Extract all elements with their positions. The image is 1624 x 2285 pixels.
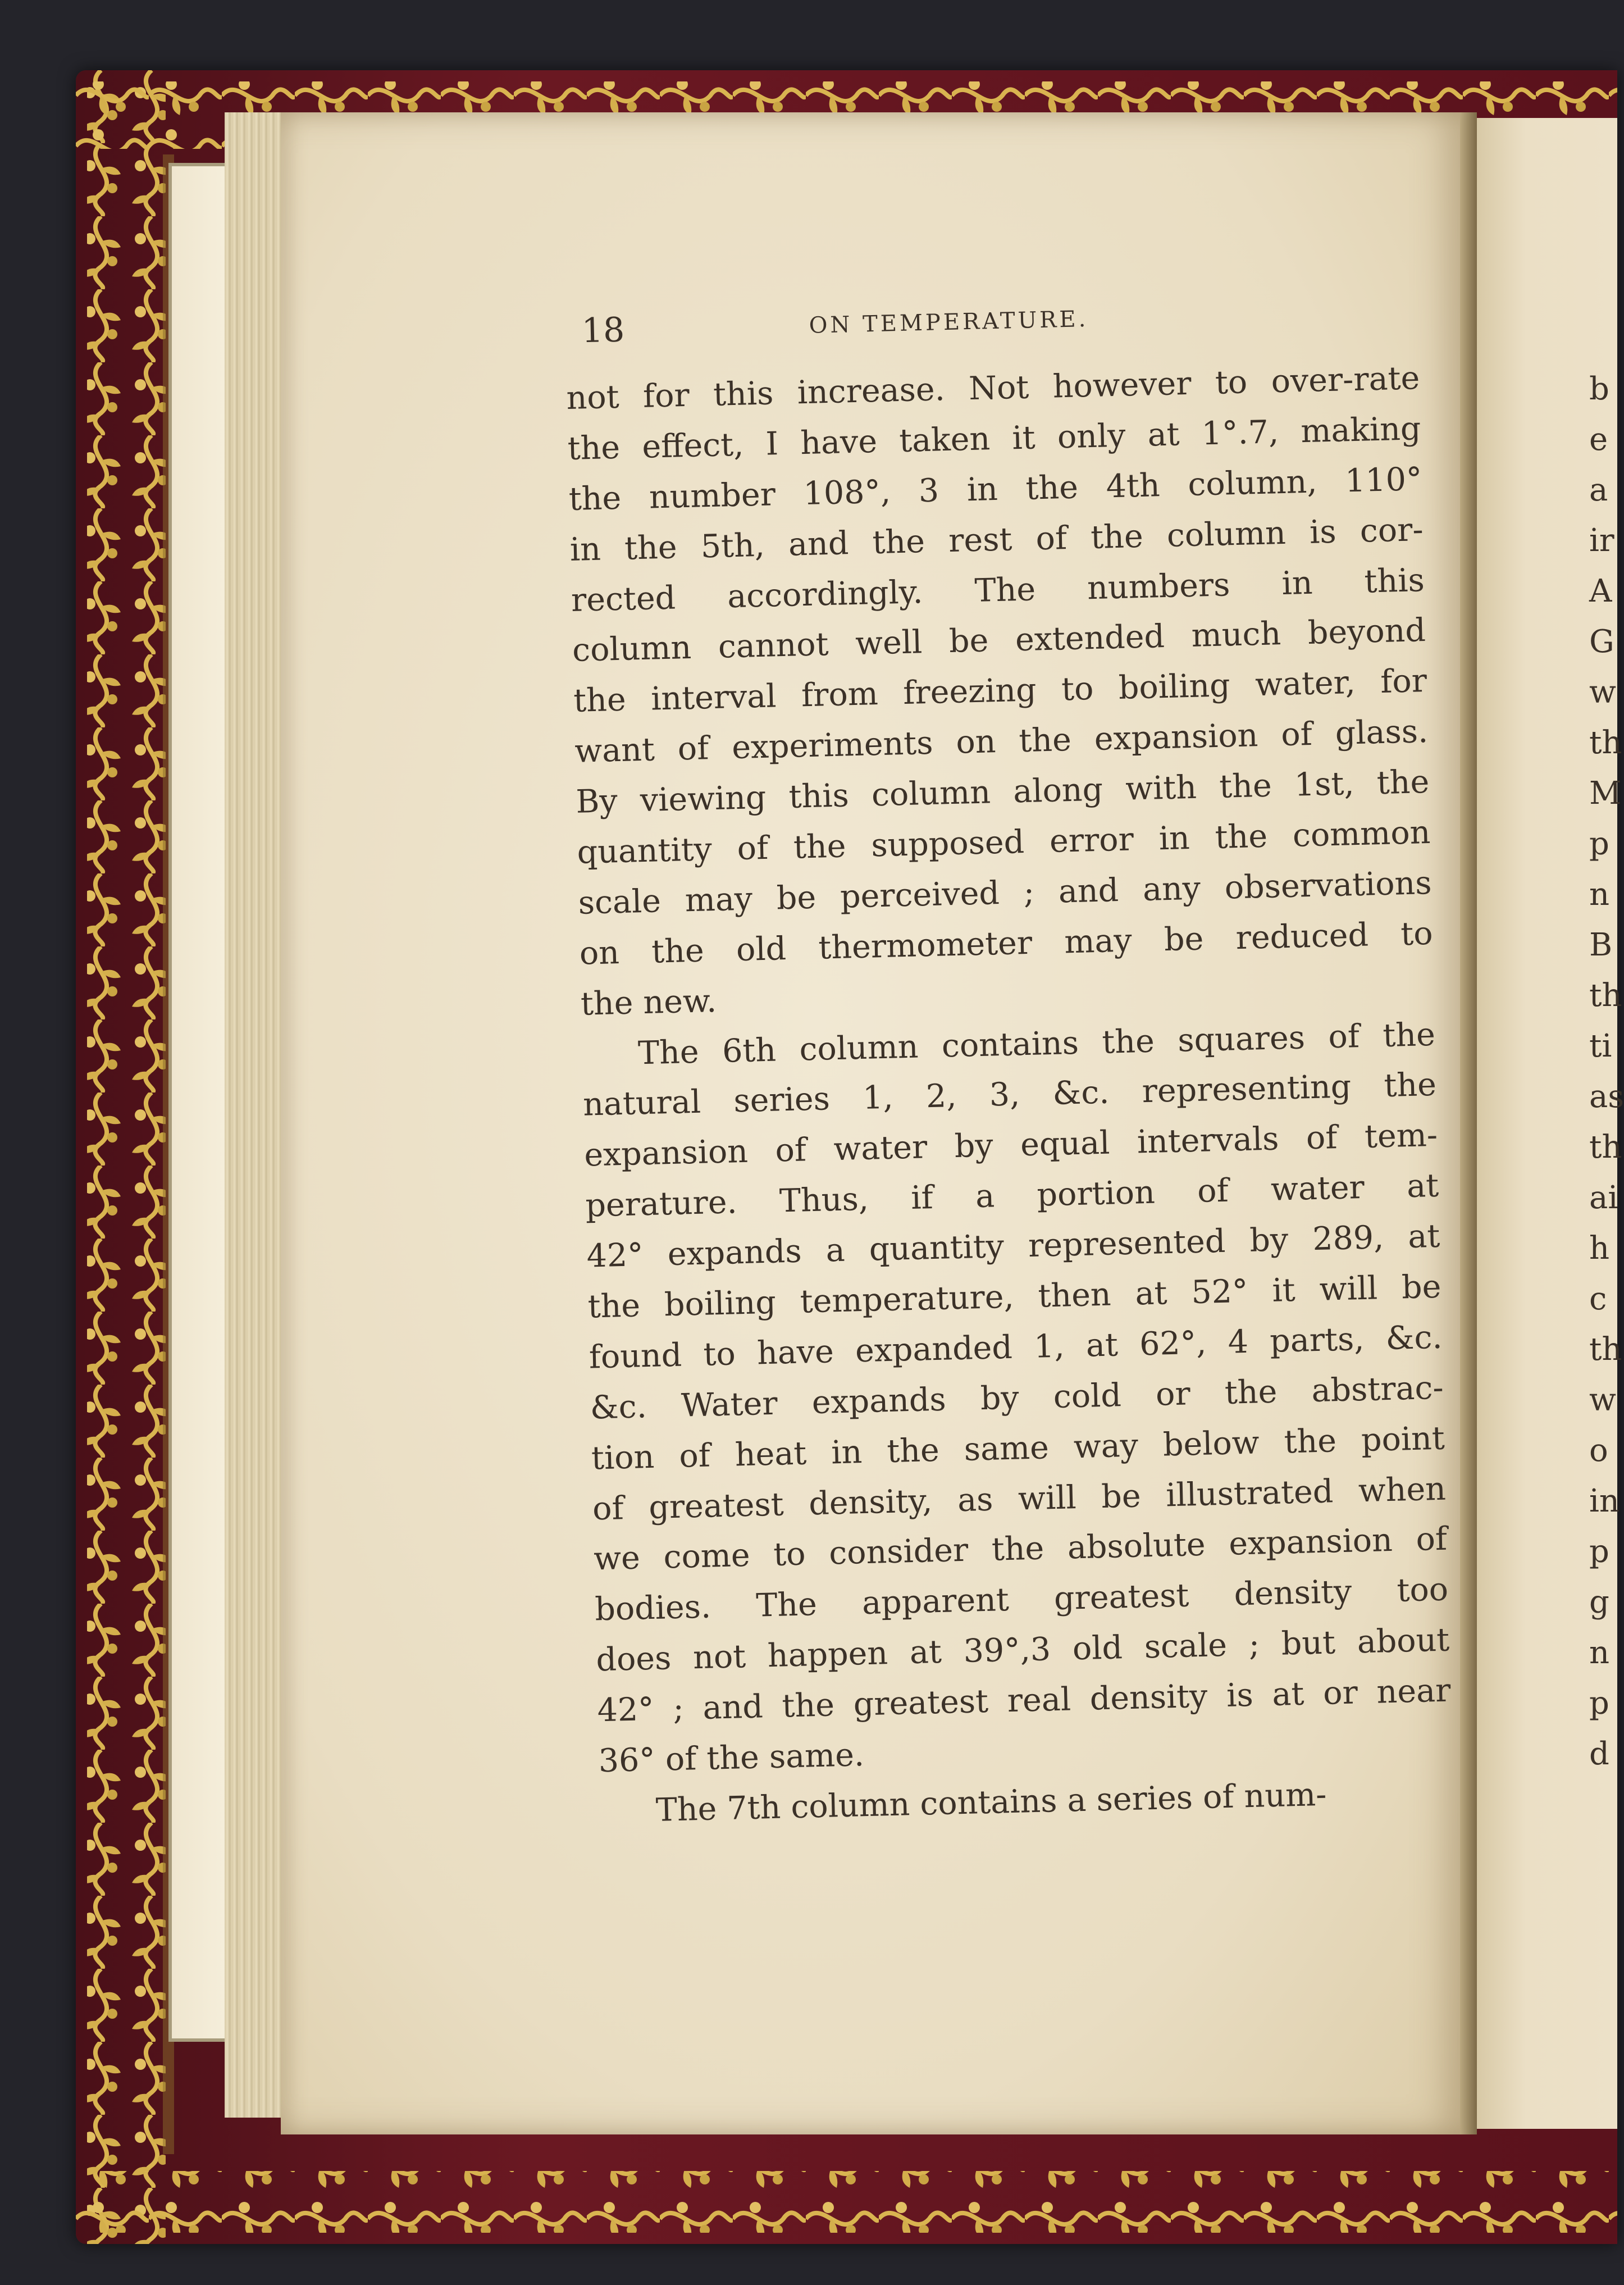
text-line: 42° expands a quantity represented by 289, at bbox=[586, 1217, 1440, 1275]
page-text-block bbox=[564, 292, 1459, 1837]
facing-page-line: o bbox=[1589, 1432, 1608, 1469]
facing-page-line: w bbox=[1589, 674, 1616, 711]
facing-page-line: b bbox=[1589, 371, 1609, 407]
facing-page bbox=[1477, 118, 1624, 2129]
text-line: the boiling temperature, then at 52° it will be bbox=[587, 1268, 1442, 1326]
text-line: expansion of water by equal intervals of tem- bbox=[583, 1117, 1438, 1174]
text-line: 36° of the same. bbox=[598, 1736, 865, 1780]
text-line: &c. Water expands by cold or the abstrac- bbox=[590, 1369, 1444, 1427]
running-title: ON TEMPERATURE. bbox=[809, 306, 1089, 339]
text-line: The 6th column contains the squares of the bbox=[637, 1016, 1436, 1072]
facing-page-line: G bbox=[1589, 623, 1614, 660]
facing-page-line: ai bbox=[1589, 1180, 1618, 1216]
facing-page-line: th bbox=[1589, 1129, 1622, 1166]
text-line: want of experiments on the expansion of glass. bbox=[574, 713, 1429, 771]
facing-page-line: A bbox=[1589, 573, 1612, 609]
text-line: found to have expanded 1, at 62°, 4 parts, &c. bbox=[589, 1318, 1443, 1376]
text-line: on the old thermometer may be reduced to bbox=[579, 914, 1434, 972]
facing-page-line: g bbox=[1589, 1584, 1609, 1621]
text-line: we come to consider the absolute expansion of bbox=[593, 1521, 1448, 1578]
text-line: natural series 1, 2, 3, &c. representing the bbox=[582, 1066, 1437, 1124]
facing-page-line: th bbox=[1589, 725, 1622, 761]
facing-page-line: ti bbox=[1589, 1028, 1612, 1064]
facing-page-line: p bbox=[1589, 826, 1609, 862]
facing-page-line: p bbox=[1589, 1685, 1609, 1722]
text-line: bodies. The apparent greatest density too bbox=[594, 1571, 1449, 1628]
text-line: the effect, I have taken it only at 1°.7, making bbox=[567, 410, 1422, 467]
text-line: not for this increase. Not however to over-rate bbox=[565, 359, 1420, 417]
text-line: scale may be perceived ; and any observations bbox=[578, 864, 1433, 922]
text-line: The 7th column contains a series of num- bbox=[655, 1776, 1328, 1829]
facing-page-line: as bbox=[1589, 1078, 1624, 1115]
text-line: 42° ; and the greatest real density is at or near bbox=[596, 1672, 1452, 1729]
text-line: perature. Thus, if a portion of water at bbox=[585, 1167, 1439, 1225]
facing-page-line: e bbox=[1589, 421, 1608, 458]
text-line: the interval from freezing to boiling water, for bbox=[573, 662, 1427, 720]
text-line: By viewing this column along with the 1st, the bbox=[575, 763, 1430, 821]
facing-page-line: n bbox=[1589, 1635, 1610, 1671]
text-line: quantity of the supposed error in the common bbox=[576, 813, 1431, 871]
facing-page-line: d bbox=[1589, 1736, 1609, 1772]
text-line: the number 108°, 3 in the 4th column, 110° bbox=[568, 460, 1423, 518]
facing-page-line: p bbox=[1589, 1533, 1609, 1570]
text-line: the new. bbox=[580, 982, 717, 1023]
facing-page-line: n bbox=[1589, 876, 1610, 913]
facing-page-line: c bbox=[1589, 1281, 1607, 1317]
gutter bbox=[1460, 112, 1477, 2134]
text-line: column cannot well be extended much beyond bbox=[572, 612, 1426, 670]
text-line: tion of heat in the same way below the point bbox=[591, 1419, 1445, 1477]
facing-page-line: th bbox=[1589, 977, 1622, 1014]
facing-page-line: B bbox=[1589, 927, 1613, 963]
text-line: does not happen at 39°,3 old scale ; but about bbox=[595, 1621, 1450, 1679]
facing-page-line: w bbox=[1589, 1382, 1616, 1418]
facing-page-line: a bbox=[1589, 472, 1608, 508]
text-line: rected accordingly. The numbers in this bbox=[571, 561, 1425, 619]
text-line: of greatest density, as will be illustrated when bbox=[592, 1470, 1447, 1527]
page-number: 18 bbox=[581, 310, 625, 351]
body-text bbox=[566, 353, 1459, 1837]
facing-page-line: th bbox=[1589, 1331, 1622, 1368]
facing-page-line: h bbox=[1589, 1230, 1610, 1267]
facing-page-line: M bbox=[1589, 775, 1622, 812]
text-line: in the 5th, and the rest of the column is cor- bbox=[569, 511, 1424, 568]
facing-page-line: in bbox=[1589, 1483, 1620, 1519]
facing-page-line: ir bbox=[1589, 522, 1614, 559]
page-edges bbox=[225, 112, 286, 2118]
